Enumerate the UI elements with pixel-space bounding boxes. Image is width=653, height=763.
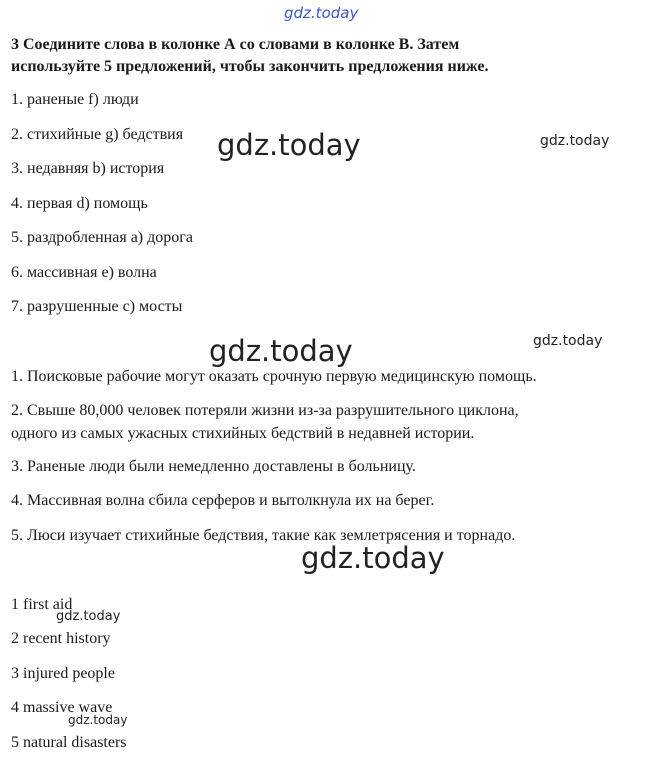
match-item-7: 7. разрушенные c) мосты xyxy=(11,298,183,315)
task-title-line-2: используйте 5 предложений, чтобы закончить предложения ниже. xyxy=(11,58,489,75)
sentence-4: 4. Массивная волна сбила серферов и вытолкнула их на берег. xyxy=(11,492,435,509)
watermark-small-2: gdz.today xyxy=(533,333,603,349)
answer-1: 1 first aid xyxy=(11,596,73,613)
answer-2: 2 recent history xyxy=(11,630,111,647)
match-item-5: 5. раздробленная a) дорога xyxy=(11,229,193,246)
answer-5: 5 natural disasters xyxy=(11,734,127,751)
answer-4: 4 massive wave xyxy=(11,699,113,716)
match-item-4: 4. первая d) помощь xyxy=(11,195,148,212)
match-item-2: 2. стихийные g) бедствия xyxy=(11,126,184,143)
sentence-5: 5. Люси изучает стихийные бедствия, такие как землетрясения и торнадо. xyxy=(11,527,516,544)
sentence-2-line-1: 2. Свыше 80,000 человек потеряли жизни из-за разрушительного циклона, xyxy=(11,402,519,419)
watermark-small-3: gdz.today xyxy=(56,609,121,624)
match-item-1: 1. раненые f) люди xyxy=(11,91,139,108)
task-title-line-1: 3 Соедините слова в колонке А со словами в колонке В. Затем xyxy=(11,36,460,53)
match-item-6: 6. массивная e) волна xyxy=(11,264,157,281)
watermark-top: gdz.today xyxy=(284,4,359,22)
answer-3: 3 injured people xyxy=(11,665,115,682)
watermark-large-3: gdz.today xyxy=(301,541,445,575)
sentence-2-line-2: одного из самых ужасных стихийных бедствий в недавней истории. xyxy=(11,425,475,442)
sentence-1: 1. Поисковые рабочие могут оказать срочную первую медицинскую помощь. xyxy=(11,368,537,385)
watermark-large-1: gdz.today xyxy=(217,128,361,162)
watermark-large-2: gdz.today xyxy=(209,334,353,368)
watermark-small-1: gdz.today xyxy=(540,133,610,149)
match-item-3: 3. недавняя b) история xyxy=(11,160,165,177)
sentence-3: 3. Раненые люди были немедленно доставлены в больницу. xyxy=(11,458,416,475)
watermark-small-4: gdz.today xyxy=(68,713,128,727)
